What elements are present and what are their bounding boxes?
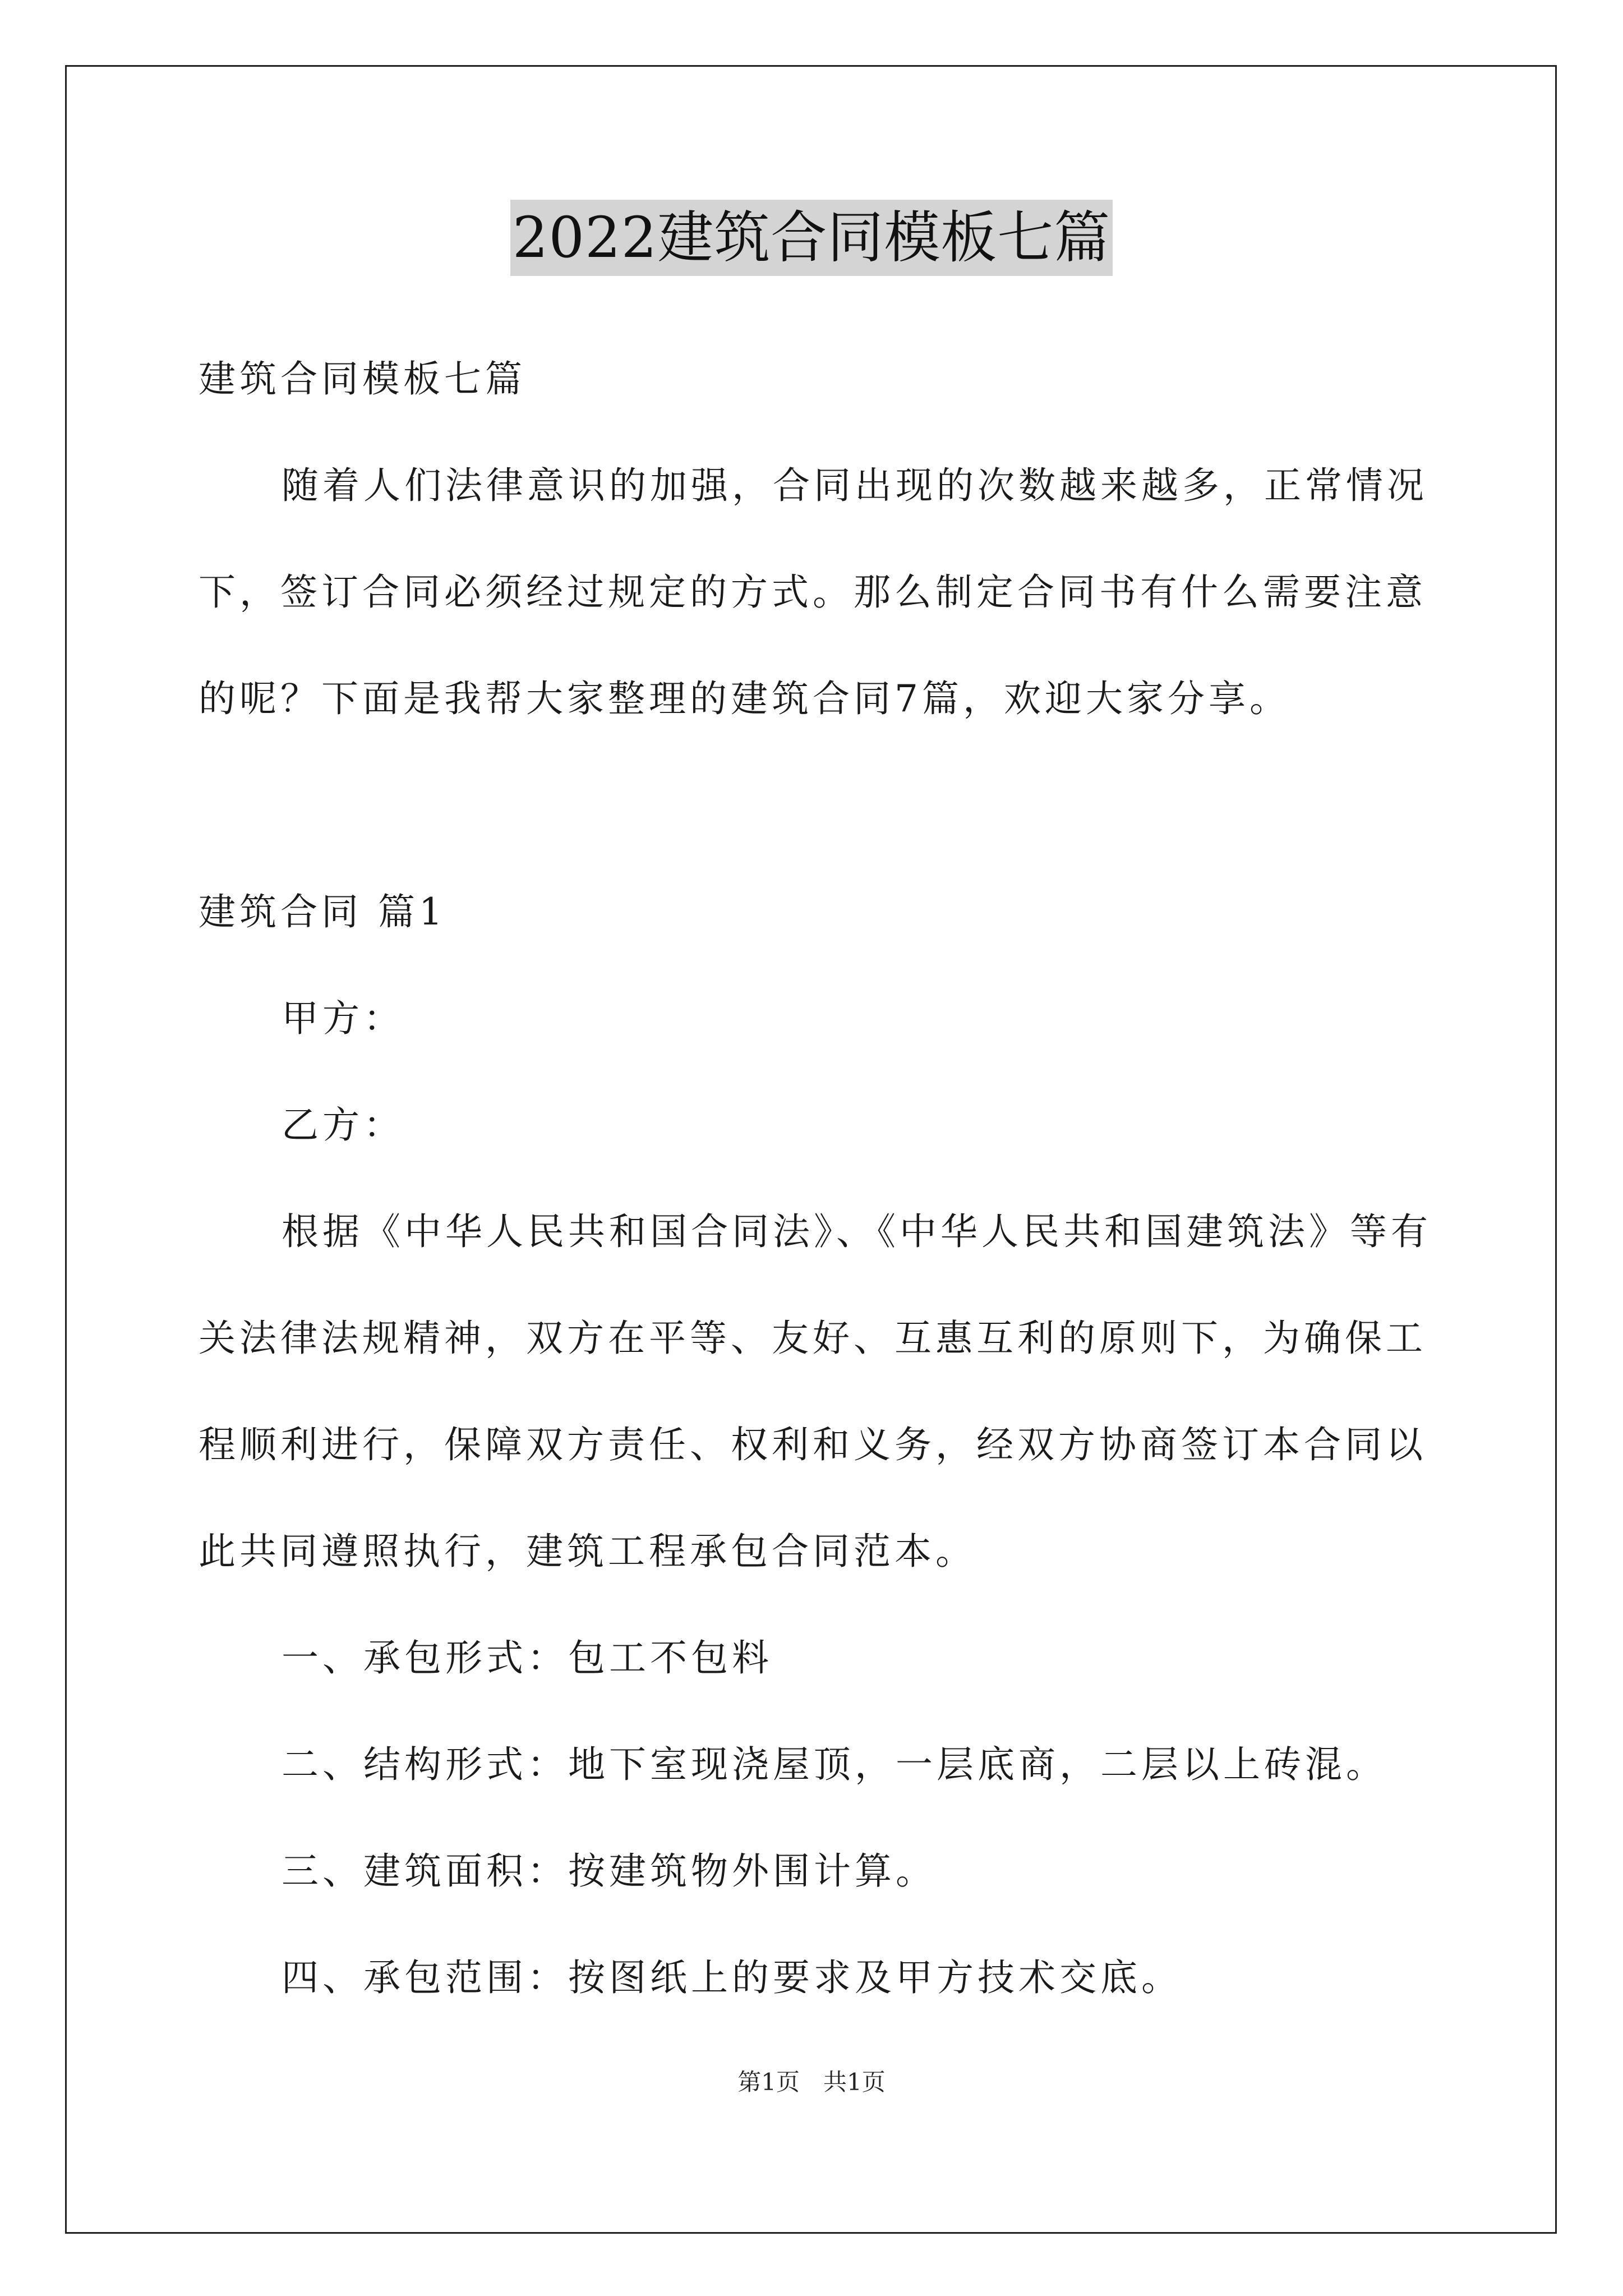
party-a-label: 甲方：	[282, 997, 404, 1040]
body-paragraph-line-2: 关法律法规精神，双方在平等、友好、互惠互利的原则下，为确保工	[199, 1317, 1427, 1360]
document-title: 2022建筑合同模板七篇	[510, 200, 1113, 276]
intro-paragraph-line-1: 随着人们法律意识的加强，合同出现的次数越来越多，正常情况	[282, 464, 1428, 507]
clause-3: 三、建筑面积：按建筑物外围计算。	[282, 1849, 937, 1893]
section-heading: 建筑合同 篇1	[199, 890, 446, 933]
title-container	[0, 200, 1623, 276]
clause-4: 四、承包范围：按图纸上的要求及甲方技术交底。	[282, 1956, 1182, 1999]
page-footer: 第1页 共1页	[737, 2068, 886, 2096]
intro-heading: 建筑合同模板七篇	[199, 357, 526, 401]
clause-1: 一、承包形式：包工不包料	[282, 1636, 773, 1680]
body-paragraph-line-4: 此共同遵照执行，建筑工程承包合同范本。	[199, 1530, 976, 1573]
intro-paragraph-line-3: 的呢？下面是我帮大家整理的建筑合同7篇，欢迎大家分享。	[199, 677, 1290, 720]
body-paragraph-line-3: 程顺利进行，保障双方责任、权利和义务，经双方协商签订本合同以	[199, 1423, 1427, 1466]
party-b-label: 乙方：	[282, 1103, 404, 1147]
body-paragraph-line-1: 根据《中华人民共和国合同法》、《中华人民共和国建筑法》等有	[282, 1210, 1432, 1253]
intro-paragraph-line-2: 下，签订合同必须经过规定的方式。那么制定合同书有什么需要注意	[199, 570, 1427, 614]
clause-2: 二、结构形式：地下室现浇屋顶，一层底商，二层以上砖混。	[282, 1743, 1387, 1786]
